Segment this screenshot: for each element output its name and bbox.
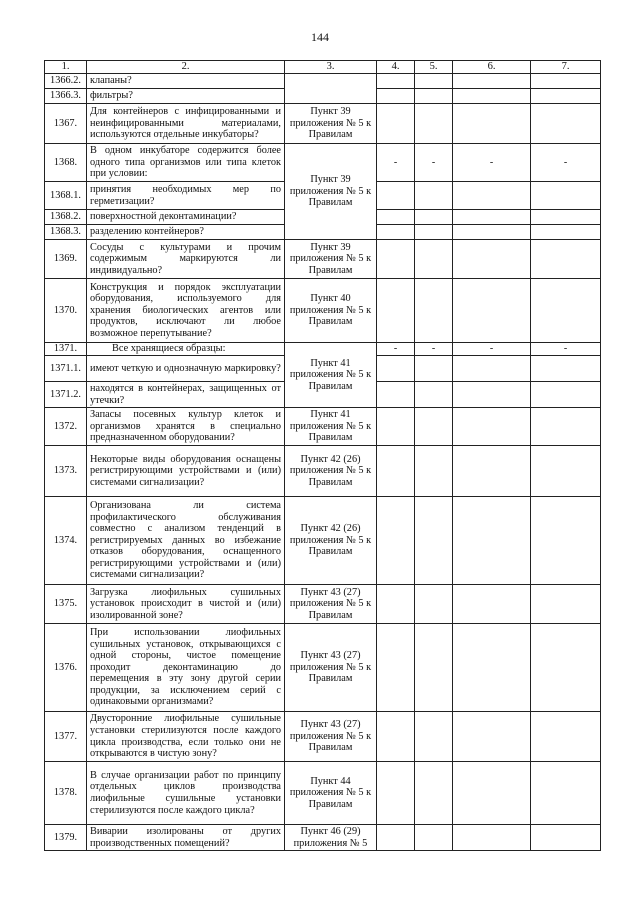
answer-cell[interactable] xyxy=(377,497,415,585)
answer-cell[interactable] xyxy=(531,356,601,382)
answer-cell[interactable] xyxy=(531,762,601,825)
answer-cell[interactable] xyxy=(377,585,415,624)
answer-cell[interactable] xyxy=(531,210,601,225)
answer-cell[interactable] xyxy=(453,225,531,240)
answer-cell[interactable] xyxy=(531,497,601,585)
row-number: 1368. xyxy=(45,144,87,182)
row-reference: Пункт 43 (27) приложения № 5 к Правилам xyxy=(285,712,377,762)
row-question: Организована ли система профилактического обслуживания совместно с анализом тенденций в регистрируемых данных во избежание отказов оборудования, оснащенного регистрирующими устройствами и (или) системами сигнализации? xyxy=(87,497,285,585)
answer-cell[interactable] xyxy=(531,225,601,240)
row-number: 1379. xyxy=(45,825,87,851)
answer-dash: - xyxy=(415,144,453,182)
row-question: поверхностной деконтаминации? xyxy=(87,210,285,225)
row-number: 1378. xyxy=(45,762,87,825)
table-row xyxy=(45,279,601,343)
header-row xyxy=(45,61,601,74)
table-row xyxy=(45,624,601,712)
answer-cell[interactable] xyxy=(531,182,601,210)
answer-dash: - xyxy=(531,343,601,356)
table-row xyxy=(45,144,601,182)
answer-cell[interactable] xyxy=(531,408,601,446)
answer-cell[interactable] xyxy=(415,89,453,104)
answer-cell[interactable] xyxy=(377,89,415,104)
answer-cell[interactable] xyxy=(415,182,453,210)
table-row xyxy=(45,446,601,497)
row-question: В одном инкубаторе содержится более одного типа организмов или типа клеток при условии: xyxy=(87,144,285,182)
header-col-1: 1. xyxy=(45,61,87,74)
answer-cell[interactable] xyxy=(453,585,531,624)
answer-cell[interactable] xyxy=(531,382,601,408)
answer-cell[interactable] xyxy=(531,104,601,144)
row-reference: Пункт 46 (29) приложения № 5 xyxy=(285,825,377,851)
answer-cell[interactable] xyxy=(415,225,453,240)
answer-cell[interactable] xyxy=(531,279,601,343)
row-reference: Пункт 39 приложения № 5 к Правилам xyxy=(285,144,377,240)
answer-cell[interactable] xyxy=(453,182,531,210)
header-col-6: 6. xyxy=(453,61,531,74)
answer-cell[interactable] xyxy=(415,446,453,497)
row-number: 1368.1. xyxy=(45,182,87,210)
row-number: 1376. xyxy=(45,624,87,712)
answer-cell[interactable] xyxy=(415,279,453,343)
answer-cell[interactable] xyxy=(377,74,415,89)
answer-cell[interactable] xyxy=(415,74,453,89)
header-col-3: 3. xyxy=(285,61,377,74)
table-row xyxy=(45,343,601,356)
answer-dash: - xyxy=(453,144,531,182)
answer-cell[interactable] xyxy=(453,825,531,851)
row-reference xyxy=(285,74,377,104)
table-row xyxy=(45,408,601,446)
checklist-table xyxy=(44,60,601,851)
answer-cell[interactable] xyxy=(377,225,415,240)
row-number: 1366.2. xyxy=(45,74,87,89)
row-question: клапаны? xyxy=(87,74,285,89)
answer-cell[interactable] xyxy=(415,762,453,825)
answer-cell[interactable] xyxy=(531,825,601,851)
answer-cell[interactable] xyxy=(415,825,453,851)
row-number: 1375. xyxy=(45,585,87,624)
answer-cell[interactable] xyxy=(453,74,531,89)
row-number: 1368.2. xyxy=(45,210,87,225)
row-question: Двусторонние лиофильные сушильные установки стерилизуются после каждого цикла производства, если только они не открываются в чистую зону? xyxy=(87,712,285,762)
answer-cell[interactable] xyxy=(377,825,415,851)
header-col-4: 4. xyxy=(377,61,415,74)
answer-cell[interactable] xyxy=(377,712,415,762)
row-question: Запасы посевных культур клеток и организмов хранятся в специально предназначенном оборудовании? xyxy=(87,408,285,446)
row-question: находятся в контейнерах, защищенных от утечки? xyxy=(87,382,285,408)
answer-cell[interactable] xyxy=(415,210,453,225)
answer-dash: - xyxy=(377,343,415,356)
table-row xyxy=(45,240,601,279)
answer-cell[interactable] xyxy=(453,89,531,104)
answer-cell[interactable] xyxy=(453,240,531,279)
answer-cell[interactable] xyxy=(531,74,601,89)
row-question: имеют четкую и однозначную маркировку? xyxy=(87,356,285,382)
answer-cell[interactable] xyxy=(531,446,601,497)
answer-cell[interactable] xyxy=(377,356,415,382)
answer-cell[interactable] xyxy=(415,240,453,279)
answer-cell[interactable] xyxy=(415,408,453,446)
answer-dash: - xyxy=(453,343,531,356)
answer-cell[interactable] xyxy=(415,356,453,382)
row-number: 1367. xyxy=(45,104,87,144)
row-question: Загрузка лиофильных сушильных установок происходит в чистой и (или) изолированной зоне? xyxy=(87,585,285,624)
answer-cell[interactable] xyxy=(377,446,415,497)
header-col-7: 7. xyxy=(531,61,601,74)
table-row xyxy=(45,762,601,825)
answer-cell[interactable] xyxy=(531,89,601,104)
answer-cell[interactable] xyxy=(377,624,415,712)
answer-cell[interactable] xyxy=(453,762,531,825)
answer-cell[interactable] xyxy=(415,712,453,762)
row-reference: Пункт 41 приложения № 5 к Правилам xyxy=(285,343,377,408)
answer-cell[interactable] xyxy=(453,210,531,225)
header-col-5: 5. xyxy=(415,61,453,74)
answer-cell[interactable] xyxy=(453,279,531,343)
answer-cell[interactable] xyxy=(531,585,601,624)
row-number: 1371.1. xyxy=(45,356,87,382)
row-reference: Пункт 43 (27) приложения № 5 к Правилам xyxy=(285,585,377,624)
table-row xyxy=(45,712,601,762)
header-col-2: 2. xyxy=(87,61,285,74)
answer-cell[interactable] xyxy=(453,712,531,762)
page-number: 144 xyxy=(311,30,329,44)
row-question: Конструкция и порядок эксплуатации оборудования, используемого для хранения биологических агентов или продуктов, исключают ли любое возможное перепутывание? xyxy=(87,279,285,343)
row-question: разделению контейнеров? xyxy=(87,225,285,240)
row-question: Сосуды с культурами и прочим содержимым маркируются ли индивидуально? xyxy=(87,240,285,279)
row-number: 1371. xyxy=(45,343,87,356)
row-question: При использовании лиофильных сушильных установок, открывающихся с одной стороны, чистое помещение проходит деконтаминацию до перемещения в эту зону другой серии продукции, за исключением серий с одинаковыми организмами? xyxy=(87,624,285,712)
table-row xyxy=(45,104,601,144)
answer-cell[interactable] xyxy=(377,210,415,225)
row-reference: Пункт 40 приложения № 5 к Правилам xyxy=(285,279,377,343)
answer-cell[interactable] xyxy=(377,279,415,343)
answer-cell[interactable] xyxy=(531,624,601,712)
table-row xyxy=(45,497,601,585)
answer-dash: - xyxy=(415,343,453,356)
row-reference: Пункт 39 приложения № 5 к Правилам xyxy=(285,104,377,144)
answer-dash: - xyxy=(531,144,601,182)
row-question: Для контейнеров с инфицированными и неинфицированными материалами, используются отдельные инкубаторы? xyxy=(87,104,285,144)
answer-cell[interactable] xyxy=(377,182,415,210)
row-number: 1371.2. xyxy=(45,382,87,408)
row-question: принятия необходимых мер по герметизации? xyxy=(87,182,285,210)
table-row xyxy=(45,74,601,89)
row-number: 1372. xyxy=(45,408,87,446)
row-question: фильтры? xyxy=(87,89,285,104)
answer-cell[interactable] xyxy=(377,104,415,144)
answer-cell[interactable] xyxy=(377,762,415,825)
answer-cell[interactable] xyxy=(453,624,531,712)
row-question: Все хранящиеся образцы: xyxy=(87,343,285,356)
answer-cell[interactable] xyxy=(453,408,531,446)
row-reference: Пункт 42 (26) приложения № 5 к Правилам xyxy=(285,497,377,585)
answer-cell[interactable] xyxy=(531,712,601,762)
answer-cell[interactable] xyxy=(453,104,531,144)
answer-cell[interactable] xyxy=(531,240,601,279)
row-reference: Пункт 41 приложения № 5 к Правилам xyxy=(285,408,377,446)
row-number: 1377. xyxy=(45,712,87,762)
answer-cell[interactable] xyxy=(453,446,531,497)
answer-cell[interactable] xyxy=(453,497,531,585)
row-question: Некоторые виды оборудования оснащены регистрирующими устройствами и (или) системами сигнализации? xyxy=(87,446,285,497)
row-question: В случае организации работ по принципу отдельных циклов производства лиофильные сушильные установки стерилизуются после каждого цикла? xyxy=(87,762,285,825)
row-reference: Пункт 44 приложения № 5 к Правилам xyxy=(285,762,377,825)
answer-cell[interactable] xyxy=(415,104,453,144)
table-row xyxy=(45,585,601,624)
answer-cell[interactable] xyxy=(377,382,415,408)
row-reference: Пункт 42 (26) приложения № 5 к Правилам xyxy=(285,446,377,497)
row-number: 1368.3. xyxy=(45,225,87,240)
answer-cell[interactable] xyxy=(415,624,453,712)
row-reference: Пункт 39 приложения № 5 к Правилам xyxy=(285,240,377,279)
answer-cell[interactable] xyxy=(415,382,453,408)
answer-cell[interactable] xyxy=(453,382,531,408)
row-number: 1374. xyxy=(45,497,87,585)
row-number: 1366.3. xyxy=(45,89,87,104)
table-row xyxy=(45,825,601,851)
row-reference: Пункт 43 (27) приложения № 5 к Правилам xyxy=(285,624,377,712)
row-number: 1373. xyxy=(45,446,87,497)
row-number: 1370. xyxy=(45,279,87,343)
answer-cell[interactable] xyxy=(453,356,531,382)
answer-dash: - xyxy=(377,144,415,182)
row-question: Виварии изолированы от других производственных помещений? xyxy=(87,825,285,851)
answer-cell[interactable] xyxy=(377,240,415,279)
answer-cell[interactable] xyxy=(377,408,415,446)
answer-cell[interactable] xyxy=(415,585,453,624)
answer-cell[interactable] xyxy=(415,497,453,585)
row-number: 1369. xyxy=(45,240,87,279)
